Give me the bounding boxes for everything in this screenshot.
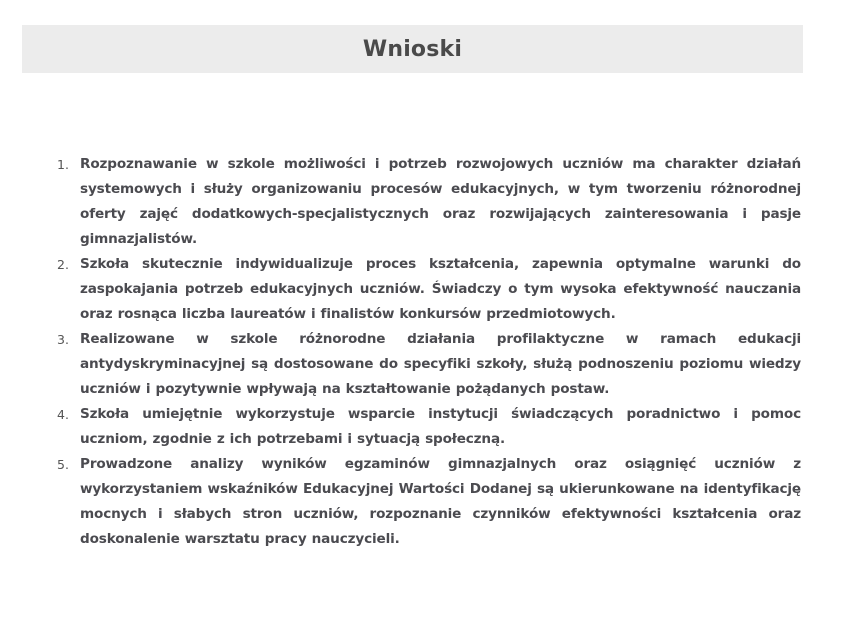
conclusion-item [0, 402, 801, 452]
conclusions-section [0, 152, 846, 552]
item-number: 1. [57, 157, 69, 172]
page-title: Wnioski [362, 36, 463, 62]
item-text: Szkoła umiejętnie wykorzystuje wsparcie instytucji świadczących poradnictwo i pomoc uczniom, zgodnie z ich potrzebami i sytuacją społeczną. [80, 406, 801, 447]
item-text: Realizowane w szkole różnorodne działania profilaktyczne w ramach edukacji antydyskryminacyjnej są dostosowane do specyfiki szkoły, służą podnoszeniu poziomu wiedzy uczniów i pozytywnie wpływają na kształtowanie pożądanych postaw. [80, 331, 801, 397]
conclusion-item [0, 252, 801, 327]
item-number: 4. [57, 407, 69, 422]
conclusion-item [0, 452, 801, 552]
conclusions-list [0, 152, 846, 552]
conclusion-item [0, 152, 801, 252]
item-text: Rozpoznawanie w szkole możliwości i potrzeb rozwojowych uczniów ma charakter działań systemowych i służy organizowaniu procesów edukacyjnych, w tym tworzeniu różnorodnej oferty zajęć dodatkowych-specjalistycznych oraz rozwijających zainteresowania i pasje gimnazjalistów. [80, 156, 801, 247]
item-number: 3. [57, 332, 69, 347]
item-text: Prowadzone analizy wyników egzaminów gimnazjalnych oraz osiągnięć uczniów z wykorzystaniem wskaźników Edukacyjnej Wartości Dodanej są ukierunkowane na identyfikację mocnych i słabych stron uczniów, rozpoznanie czynników efektywności kształcenia oraz doskonalenie warsztatu pracy nauczycieli. [80, 456, 801, 547]
section-header [22, 25, 803, 73]
item-text: Szkoła skutecznie indywidualizuje proces kształcenia, zapewnia optymalne warunki do zaspokajania potrzeb edukacyjnych uczniów. Świadczy o tym wysoka efektywność nauczania oraz rosnąca liczba laureatów i finalistów konkursów przedmiotowych. [80, 256, 801, 322]
conclusion-item [0, 327, 801, 402]
item-number: 2. [57, 257, 69, 272]
item-number: 5. [57, 457, 69, 472]
